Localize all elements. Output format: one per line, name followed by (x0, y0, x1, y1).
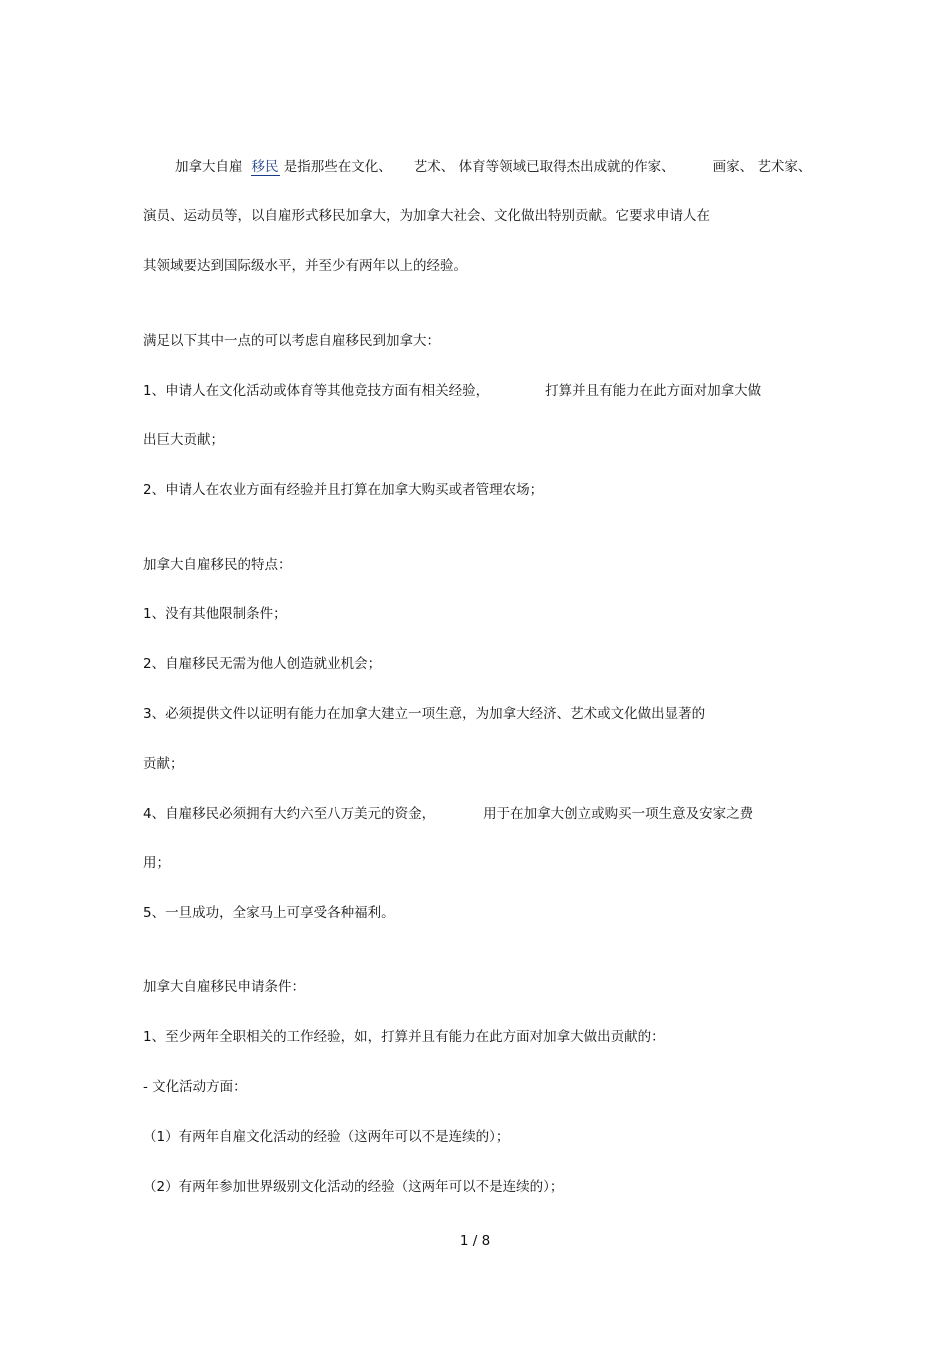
section3-heading: 加拿大自雇移民申请条件： (143, 979, 305, 995)
section1-item1-cont: 出巨大贡献； (143, 432, 224, 448)
section2-item4 (143, 804, 753, 824)
text-segment: 1、申请人在文化活动或体育等其他竞技方面有相关经验， (143, 383, 490, 399)
section3-sub2: （2）有两年参加世界级别文化活动的经验（这两年可以不是连续的）； (143, 1179, 564, 1195)
section2-heading: 加拿大自雇移民的特点： (143, 557, 292, 573)
section2-item3: 3、必须提供文件以证明有能力在加拿大建立一项生意，为加拿大经济、艺术或文化做出显著的 (143, 706, 706, 722)
section2-item4-cont: 用； (143, 855, 170, 871)
paragraph1-line3: 其领域要达到国际级水平，并至少有两年以上的经验。 (143, 258, 467, 274)
section2-item2: 2、自雇移民无需为他人创造就业机会； (143, 656, 382, 672)
immigration-link[interactable]: 移民 (251, 159, 279, 175)
section3-sub1: （1）有两年自雇文化活动的经验（这两年可以不是连续的）； (143, 1129, 510, 1145)
paragraph1-line1 (175, 157, 811, 177)
section3-sub-heading: - 文化活动方面： (143, 1079, 247, 1095)
text-segment: 用于在加拿大创立或购买一项生意及安家之费 (483, 806, 754, 822)
text-segment: 4、自雇移民必须拥有大约六至八万美元的资金， (143, 806, 436, 822)
section1-item1 (143, 381, 761, 401)
section1-item2: 2、申请人在农业方面有经验并且打算在加拿大购买或者管理农场； (143, 482, 544, 498)
section2-item1: 1、没有其他限制条件； (143, 606, 287, 622)
text-segment: 打算并且有能力在此方面对加拿大做 (545, 383, 762, 399)
section2-item5: 5、一旦成功，全家马上可享受各种福利。 (143, 905, 395, 921)
page-indicator: 1 / 8 (459, 1233, 491, 1249)
text-segment: 艺术、 体育等领域已取得杰出成就的作家、 (413, 159, 675, 175)
text-segment: 画家、 艺术家、 (712, 159, 812, 175)
section3-item1: 1、至少两年全职相关的工作经验，如，打算并且有能力在此方面对加拿大做出贡献的： (143, 1029, 665, 1045)
section1-heading: 满足以下其中一点的可以考虑自雇移民到加拿大： (143, 333, 440, 349)
paragraph1-line2: 演员、运动员等，以自雇形式移民加拿大，为加拿大社会、文化做出特别贡献。它要求申请人在 (143, 208, 710, 224)
text-segment: 加拿大自雇 (175, 159, 243, 175)
text-segment: 是指那些在文化、 (283, 159, 392, 175)
section2-item3-cont: 贡献； (143, 756, 184, 772)
